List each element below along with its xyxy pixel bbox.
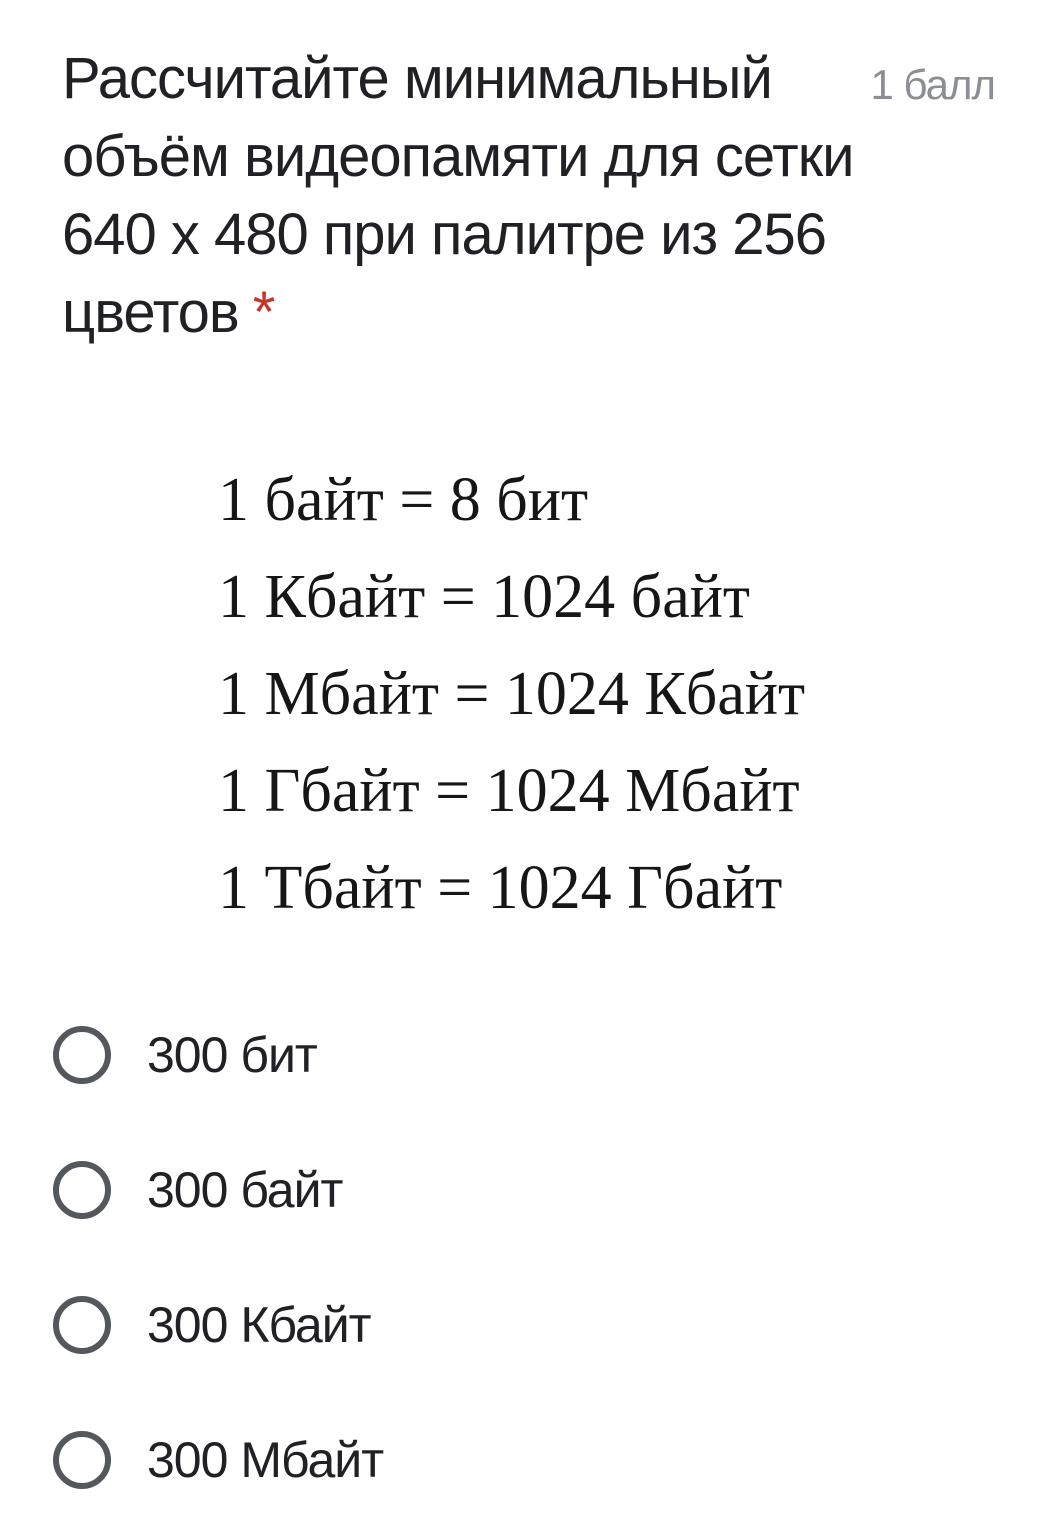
radio-button-icon[interactable] xyxy=(53,1296,111,1354)
option-label[interactable]: 300 байт xyxy=(147,1162,343,1218)
radio-option[interactable] xyxy=(53,1296,371,1354)
question-text-last-word: цветов xyxy=(62,280,239,345)
question-text-line xyxy=(62,274,854,352)
radio-option[interactable] xyxy=(53,1161,342,1219)
option-label[interactable]: 300 Кбайт xyxy=(147,1297,371,1353)
question-text-line: 640 x 480 при палитре из 256 xyxy=(62,202,827,267)
question-text-line: Рассчитайте минимальный xyxy=(62,46,772,111)
conversion-line: 1 Гбайт = 1024 Мбайт xyxy=(218,757,800,825)
question-text xyxy=(62,40,854,352)
radio-button-icon[interactable] xyxy=(53,1161,111,1219)
conversion-line: 1 Мбайт = 1024 Кбайт xyxy=(218,660,806,728)
option-label[interactable]: 300 Мбайт xyxy=(147,1432,384,1488)
required-asterisk: * xyxy=(252,280,275,345)
conversion-image xyxy=(218,452,805,937)
conversion-line: 1 Тбайт = 1024 Гбайт xyxy=(218,854,783,922)
radio-button-icon[interactable] xyxy=(53,1026,111,1084)
conversion-line: 1 байт = 8 бит xyxy=(218,466,589,534)
radio-button-icon[interactable] xyxy=(53,1431,111,1489)
radio-option[interactable] xyxy=(53,1431,383,1489)
conversion-line: 1 Кбайт = 1024 байт xyxy=(218,563,750,631)
points-badge: 1 балл xyxy=(870,61,995,108)
radio-option[interactable] xyxy=(53,1026,317,1084)
option-label[interactable]: 300 бит xyxy=(147,1027,317,1083)
question-text-line: объём видеопамяти для сетки xyxy=(62,124,854,189)
